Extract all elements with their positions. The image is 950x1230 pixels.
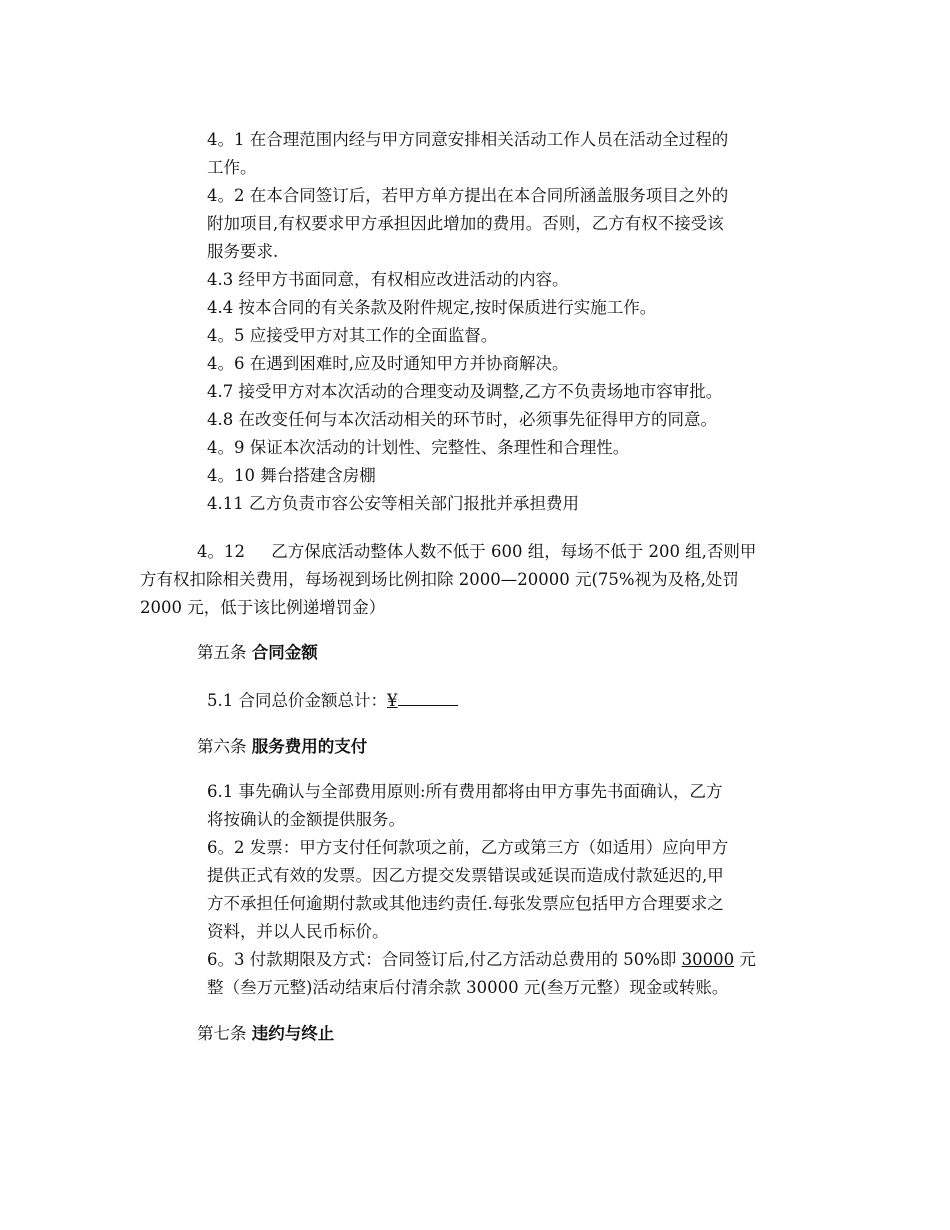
clause-line: 将按确认的金额提供服务。 [207,810,405,829]
clause-line: 方不承担任何逾期付款或其他违约责任.每张发票应包括甲方合理要求之 [207,894,724,913]
clause-line: 4。12 乙方保底活动整体人数不低于 600 组，每场不低于 200 组,否则甲 [197,542,757,561]
clause-text: 6。3 付款期限及方式：合同签订后,付乙方活动总费用的 50%即 [207,950,682,969]
clause-line: 工作。 [207,158,257,177]
clause-4-9: 4。9 保证本次活动的计划性、完整性、条理性和合理性。 [207,438,630,457]
clause-line [207,946,756,974]
clause-line: 整（叁万元整)活动结束后付清余款 30000 元(叁万元整）现金或转账。 [207,978,729,997]
section-title: 违约与终止 [251,1024,335,1043]
clause-line: 资料，并以人民币标价。 [207,922,389,941]
clause-line: 6。2 发票：甲方支付任何款项之前，乙方或第三方（如适用）应向甲方 [207,838,729,857]
clause-text: 元 [734,950,756,969]
clause-4-6: 4。6 在遇到困难时,应及时通知甲方并协商解决。 [207,354,569,373]
clause-4-5: 4。5 应接受甲方对其工作的全面监督。 [207,326,498,345]
section-prefix: 第六条 [197,737,247,756]
clause-4-4: 4.4 按本合同的有关条款及附件规定,按时保质进行实施工作。 [207,298,657,317]
clause-line: 附加项目,有权要求甲方承担因此增加的费用。否则，乙方有权不接受该 [207,214,724,233]
clause-4-3: 4.3 经甲方书面同意，有权相应改进活动的内容。 [207,270,569,289]
clause-line: 提供正式有效的发票。因乙方提交发票错误或延误而造成付款延迟的,甲 [207,866,724,885]
clause-line: 4。2 在本合同签订后，若甲方单方提出在本合同所涵盖服务项目之外的 [207,186,729,205]
clause-5-1 [207,687,458,715]
clause-line: 4。1 在合理范围内经与甲方同意安排相关活动工作人员在活动全过程的 [207,130,729,149]
payment-amount: 30000 [681,950,735,969]
section-7-heading [197,1020,334,1048]
currency-symbol: ¥ [387,691,398,710]
clause-4-7: 4.7 接受甲方对本次活动的合理变动及调整,乙方不负责场地市容审批。 [207,382,723,401]
clause-line: 方有权扣除相关费用，每场视到场比例扣除 2000—20000 元(75%视为及格,处罚 [140,570,739,589]
amount-blank [398,687,458,706]
clause-line: 服务要求. [207,242,279,261]
clause-label: 5.1 合同总价金额总计： [207,691,387,710]
clause-4-10: 4。10 舞台搭建含房棚 [207,466,376,485]
section-6-heading [197,733,367,761]
section-prefix: 第五条 [197,643,247,662]
section-prefix: 第七条 [197,1024,247,1043]
clause-4-8: 4.8 在改变任何与本次活动相关的环节时，必须事先征得甲方的同意。 [207,410,717,429]
section-title: 服务费用的支付 [251,737,368,756]
section-5-heading [197,639,318,667]
clause-line: 2000 元，低于该比例递增罚金） [140,598,386,617]
clause-line: 6.1 事先确认与全部费用原则:所有费用都将由甲方事先书面确认，乙方 [207,782,723,801]
section-title: 合同金额 [251,643,318,662]
clause-4-11: 4.11 乙方负责市容公安等相关部门报批并承担费用 [207,494,579,513]
